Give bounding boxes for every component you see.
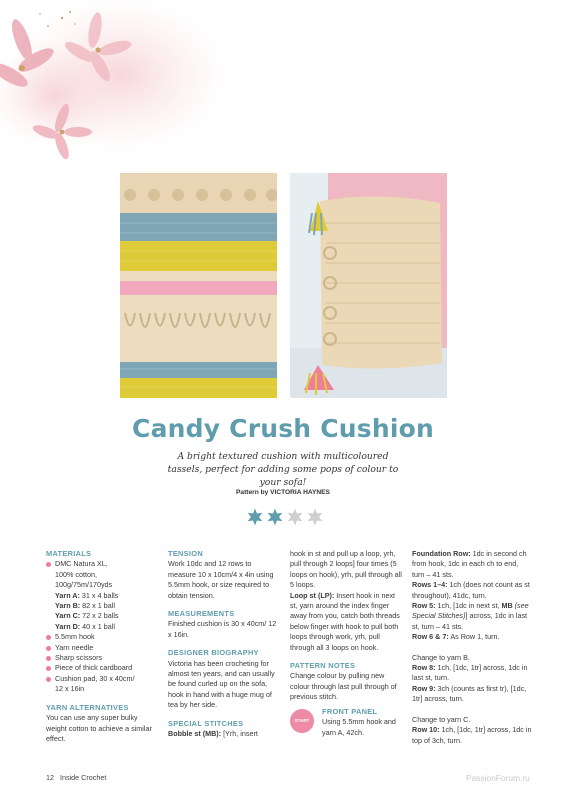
row-9: Row 9: 3ch (counts as first tr), [1dc, 1tr] across, turn. — [412, 683, 527, 704]
materials-item-cardboard: Piece of thick cardboard — [46, 663, 158, 673]
row-10: Row 10: 1ch, [1dc, 1tr] across, 1dc in top of 3ch, turn. — [412, 725, 532, 745]
tension-heading: TENSION — [168, 549, 203, 558]
star-empty-icon — [308, 509, 323, 526]
byline: Pattern by VICTORIA HAYNES — [236, 489, 330, 496]
page-number: 12 — [46, 773, 54, 782]
yarn-a: Yarn A: 31 x 4 balls — [55, 590, 119, 600]
change-to-yarn-c: Change to yarn C. — [412, 714, 471, 724]
yarn-alternatives-text: You can use any super bulky weight cotton to achieve a similar effect. — [46, 713, 152, 743]
front-panel-heading: FRONT PANEL — [322, 706, 378, 716]
foundation-row: Foundation Row: 1dc in second ch from hook, 1dc in each ch to end, turn – 41 sts. — [412, 549, 527, 579]
yarn-line-1: DMC Natura XL, — [55, 559, 108, 569]
yarn-alternatives-heading: YARN ALTERNATIVES — [46, 702, 129, 712]
star-filled-icon — [268, 509, 283, 526]
materials-item-yarn — [46, 559, 158, 632]
star-empty-icon — [288, 509, 303, 526]
designer-biography-text: Victoria has been crocheting for almost ten years, and can usually be found curled up on the sofa, hook in hand with a huge mug of tea by her side. — [168, 658, 275, 710]
page-footer — [46, 773, 106, 782]
materials-item-scissors: Sharp scissors — [46, 653, 158, 663]
bobble-stitch-cont: hook in st and pull up a loop, yrh, pull through 2 loops] four times (5 loops on hook), yrh, pull through all 5 loops. — [290, 549, 402, 590]
bobble-stitch-start: Bobble st (MB): [Yrh, insert — [168, 729, 258, 739]
column-1 — [46, 549, 158, 744]
measurements-text: Finished cushion is 30 x 40cm/ 12 x 16in. — [168, 619, 277, 639]
change-to-yarn-b: Change to yarn B. — [412, 652, 470, 662]
start-badge: START — [290, 709, 314, 733]
measurements-heading: MEASUREMENTS — [168, 609, 235, 619]
yarn-c: Yarn C: 72 x 2 balls — [55, 611, 119, 621]
row-5: Row 5: 1ch, [1dc in next st, MB (see Special Stitches)] across, 1dc in last st, turn – 41 sts. — [412, 601, 529, 631]
crochet-swatch-photo — [120, 173, 277, 398]
materials-item-hook: 5.5mm hook — [46, 632, 158, 642]
flower-decoration — [0, 0, 240, 175]
loop-stitch: Loop st (LP): Insert hook in next st, yarn around the index finger away from you, catch both threads below finger with hook to pull both loops through work, yrh, pull through all 3 loops on hook. — [290, 590, 400, 652]
tension-text: Work 10dc and 12 rows to measure 10 x 10cm/4 x 4in using 5.5mm hook, or size required to obtain tension. — [168, 559, 274, 600]
rows-1-4: Rows 1–4: 1ch (does not count as st throughout), 41dc, turn. — [412, 580, 530, 600]
column-2 — [168, 549, 280, 740]
materials-item-needle: Yarn needle — [46, 643, 158, 653]
cushion-photo — [290, 173, 447, 398]
special-stitches-heading: SPECIAL STITCHES — [168, 718, 244, 728]
difficulty-rating — [245, 507, 325, 527]
yarn-line-2: 100% cotton, — [55, 569, 97, 579]
pattern-notes-heading: PATTERN NOTES — [290, 661, 356, 671]
column-4 — [412, 549, 532, 746]
star-filled-icon — [248, 509, 263, 526]
pattern-notes-text: Change colour by pulling new colour through last pull through of previous stitch. — [290, 671, 397, 702]
column-3 — [290, 549, 402, 738]
front-panel-block — [290, 707, 402, 738]
magazine-name: Inside Crochet — [60, 773, 107, 782]
watermark: PassionForum.ru — [466, 773, 530, 783]
yarn-line-3: 100g/75m/170yds — [55, 580, 113, 590]
page-title: Candy Crush Cushion — [132, 414, 434, 443]
materials-item-pad: Cushion pad, 30 x 40cm/ 12 x 16in — [46, 674, 158, 695]
designer-biography-heading: DESIGNER BIOGRAPHY — [168, 648, 259, 658]
row-8: Row 8: 1ch, [1dc, 1tr] across, 1dc in last st, turn. — [412, 663, 528, 683]
row-6-7: Row 6 & 7: As Row 1, turn. — [412, 632, 500, 642]
materials-heading: MATERIALS — [46, 549, 92, 558]
yarn-b: Yarn B: 82 x 1 ball — [55, 601, 115, 611]
yarn-d: Yarn D: 40 x 1 ball — [55, 621, 115, 631]
subtitle: A bright textured cushion with multicoloured tassels, perfect for adding some pops of colour to your sofa! — [167, 451, 399, 488]
front-panel-text: Using 5.5mm hook and yarn A, 42ch. — [322, 717, 396, 737]
